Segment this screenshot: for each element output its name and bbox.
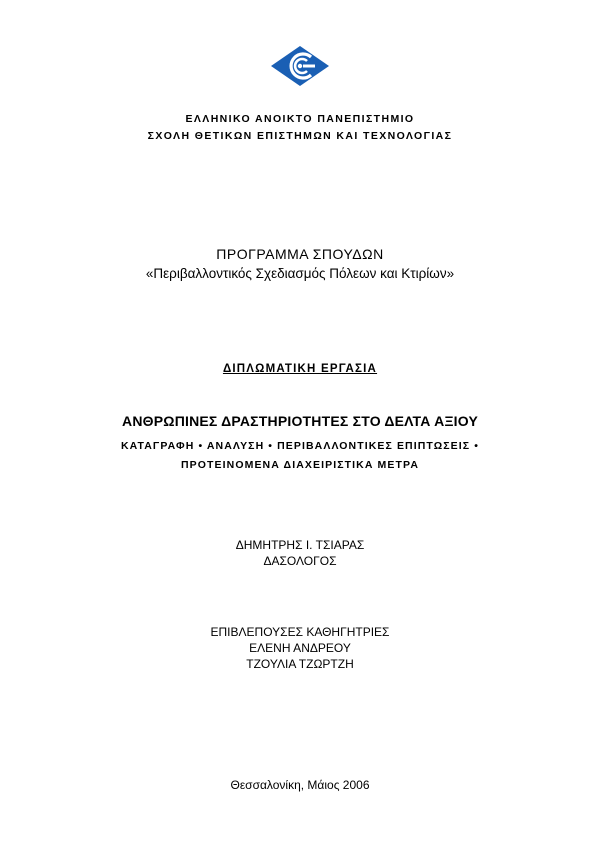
program-block [0,245,600,283]
university-header [0,111,600,145]
program-name: «Περιβαλλοντικός Σχεδιασμός Πόλεων και Κτιρίων» [145,266,455,281]
thesis-subtitle-line1: ΚΑΤΑΓΡΑΦΗ • ΑΝΑΛΥΣΗ • ΠΕΡΙΒΑΛΛΟΝΤΙΚΕΣ ΕΠΙΠΤΩΣΕΙΣ • [121,440,479,452]
school-name: ΣΧΟΛΗ ΘΕΤΙΚΩΝ ΕΠΙΣΤΗΜΩΝ ΚΑΙ ΤΕΧΝΟΛΟΓΙΑΣ [147,130,453,142]
author-block [0,537,600,569]
thesis-title: ΑΝΘΡΩΠΙΝΕΣ ΔΡΑΣΤΗΡΙΟΤΗΤΕΣ ΣΤΟ ΔΕΛΤΑ ΑΞΙΟΥ [122,413,478,429]
supervisors-block [0,624,600,672]
thesis-subtitle [0,437,600,475]
place-date: Θεσσαλονίκη, Μάιος 2006 [230,778,370,792]
supervisor-name: ΤΖΟΥΛΙΑ ΤΖΩΡΤΖΗ [246,657,354,671]
author-name: ΔΗΜΗΤΡΗΣ Ι. ΤΣΙΑΡΑΣ [235,538,365,552]
author-profession: ΔΑΣΟΛΟΓΟΣ [263,554,337,568]
thesis-subtitle-line2: ΠΡΟΤΕΙΝΟΜΕΝΑ ΔΙΑΧΕΙΡΙΣΤΙΚΑ ΜΕΤΡΑ [180,459,420,471]
program-heading: ΠΡΟΓΡΑΜΜΑ ΣΠΟΥΔΩΝ [216,246,384,262]
document-type [0,363,600,375]
university-logo-icon [270,45,330,87]
supervisor-name: ΕΛΕΝΗ ΑΝΔΡΕΟΥ [249,641,351,655]
document-type-label: ΔΙΠΛΩΜΑΤΙΚΗ ΕΡΓΑΣΙΑ [222,363,378,375]
university-name: ΕΛΛΗΝΙΚΟ ΑΝΟΙΚΤΟ ΠΑΝΕΠΙΣΤΗΜΙΟ [185,113,415,125]
supervisors-label: ΕΠΙΒΛΕΠΟΥΣΕΣ ΚΑΘΗΓΗΤΡΙΕΣ [210,625,390,639]
